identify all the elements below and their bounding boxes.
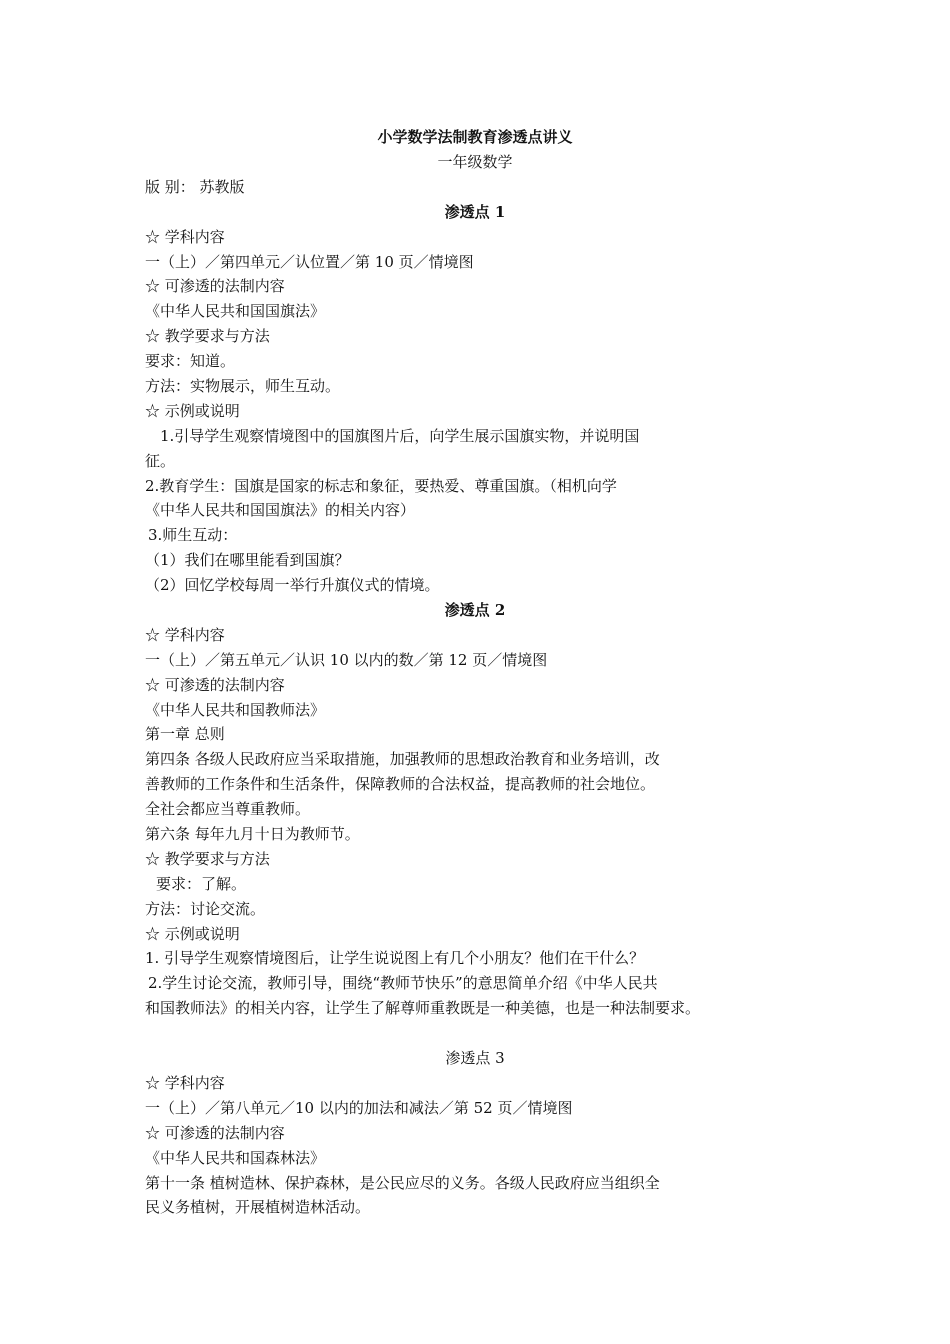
text-line: 1. 引导学生观察情境图后，让学生说说图上有几个小朋友？他们在干什么？ [145, 949, 645, 967]
text-line: 方法：实物展示，师生互动。 [145, 377, 341, 395]
text-line: 征。 [145, 452, 176, 470]
text-line: 要求：了解。 [156, 875, 247, 893]
document-title: 小学数学法制教育渗透点讲义 [377, 128, 573, 146]
section-label: ☆ 示例或说明 [145, 402, 240, 420]
text-line: 一（上）／第八单元／10 以内的加法和减法／第 52 页／情境图 [145, 1099, 573, 1117]
section-label: ☆ 教学要求与方法 [145, 327, 270, 345]
document-subtitle: 一年级数学 [437, 153, 513, 171]
text-line: （2）回忆学校每周一举行升旗仪式的情境。 [145, 576, 440, 594]
text-line: 《中华人民共和国国旗法》 [145, 302, 326, 320]
section-label: ☆ 可渗透的法制内容 [145, 1124, 285, 1142]
text-line: 2.教育学生：国旗是国家的标志和象征，要热爱、尊重国旗。（相机向学 [145, 477, 617, 495]
text-line: （1）我们在哪里能看到国旗？ [145, 551, 350, 569]
section-label: ☆ 可渗透的法制内容 [145, 277, 285, 295]
edition-line: 版 别： 苏教版 [145, 178, 245, 196]
text-line: 2.学生讨论交流，教师引导，围绕“教师节快乐”的意思简单介绍《中华人民共 [148, 974, 658, 992]
text-line: 全社会都应当尊重教师。 [145, 800, 311, 818]
text-line: 第一章 总则 [145, 725, 225, 743]
section-label: ☆ 教学要求与方法 [145, 850, 270, 868]
text-line: 善教师的工作条件和生活条件，保障教师的合法权益，提高教师的社会地位。 [145, 775, 656, 793]
section-label: ☆ 学科内容 [145, 228, 225, 246]
section-label: ☆ 学科内容 [145, 626, 225, 644]
text-line: 方法：讨论交流。 [145, 900, 266, 918]
section-label: ☆ 示例或说明 [145, 925, 240, 943]
section-heading-1: 渗透点 1 [444, 203, 506, 221]
section-heading-2: 渗透点 2 [444, 601, 506, 619]
text-line: 一（上）／第四单元／认位置／第 10 页／情境图 [145, 253, 474, 271]
text-line: 第十一条 植树造林、保护森林，是公民应尽的义务。各级人民政府应当组织全 [145, 1174, 660, 1192]
section-label: ☆ 学科内容 [145, 1074, 225, 1092]
text-line: 要求：知道。 [145, 352, 236, 370]
text-line: 《中华人民共和国森林法》 [145, 1149, 326, 1167]
text-line: 第四条 各级人民政府应当采取措施，加强教师的思想政治教育和业务培训，改 [145, 750, 660, 768]
text-line: 《中华人民共和国国旗法》的相关内容） [145, 501, 416, 519]
text-line: 《中华人民共和国教师法》 [145, 701, 326, 719]
text-line: 民义务植树，开展植树造林活动。 [145, 1198, 371, 1216]
text-line: 3.师生互动： [148, 526, 238, 544]
text-line: 和国教师法》的相关内容，让学生了解尊师重教既是一种美德，也是一种法制要求。 [145, 999, 701, 1017]
text-line: 一（上）／第五单元／认识 10 以内的数／第 12 页／情境图 [145, 651, 548, 669]
text-line: 1.引导学生观察情境图中的国旗图片后，向学生展示国旗实物，并说明国 [160, 427, 640, 445]
section-label: ☆ 可渗透的法制内容 [145, 676, 285, 694]
section-heading-3: 渗透点 3 [445, 1049, 505, 1067]
text-line: 第六条 每年九月十日为教师节。 [145, 825, 360, 843]
